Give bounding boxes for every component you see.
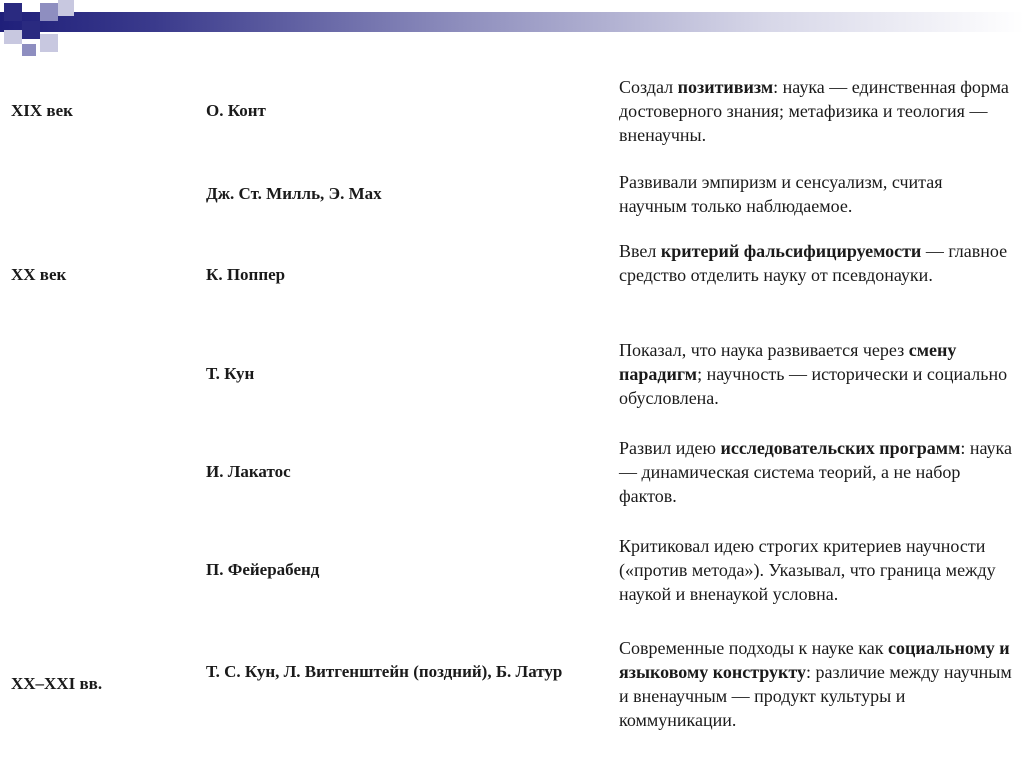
name-cell: И. Лакатос <box>206 462 291 481</box>
name-cell: Т. С. Кун, Л. Витгенштейн (поздний), Б. Латур <box>206 662 563 681</box>
header-gradient-bar <box>0 12 1024 32</box>
description-cell: Показал, что наука развивается через смену парадигм; научность — исторически и социально обусловлена. <box>619 340 1008 408</box>
description-cell: Развивали эмпиризм и сенсуализм, считая научным только наблюдаемое. <box>619 172 943 216</box>
description-cell: Ввел критерий фальсифицируемости — главное средство отделить науку от псевдонауки. <box>619 241 1008 285</box>
era-cell: XX век <box>11 265 67 284</box>
name-cell: П. Фейерабенд <box>206 560 320 579</box>
era-cell: XIX век <box>11 101 73 120</box>
name-cell: Т. Кун <box>206 364 255 383</box>
description-cell: Развил идею исследовательских программ: наука — динамическая система теорий, а не набор фактов. <box>619 438 1013 506</box>
description-cell: Создал позитивизм: наука — единственная форма достоверного знания; метафизика и теология — вненаучны. <box>619 77 1009 145</box>
name-cell: О. Конт <box>206 101 266 120</box>
name-cell: К. Поппер <box>206 265 286 284</box>
name-cell: Дж. Ст. Милль, Э. Мах <box>206 184 382 203</box>
description-cell: Критиковал идею строгих критериев научности («против метода»). Указывал, что граница между наукой и вненаукой условна. <box>619 536 996 604</box>
description-cell: Современные подходы к науке как социальному и языковому конструкту: различие между научным и вненаучным — продукт культуры и коммуникации. <box>619 638 1012 730</box>
era-cell: XX–XXI вв. <box>11 674 103 693</box>
